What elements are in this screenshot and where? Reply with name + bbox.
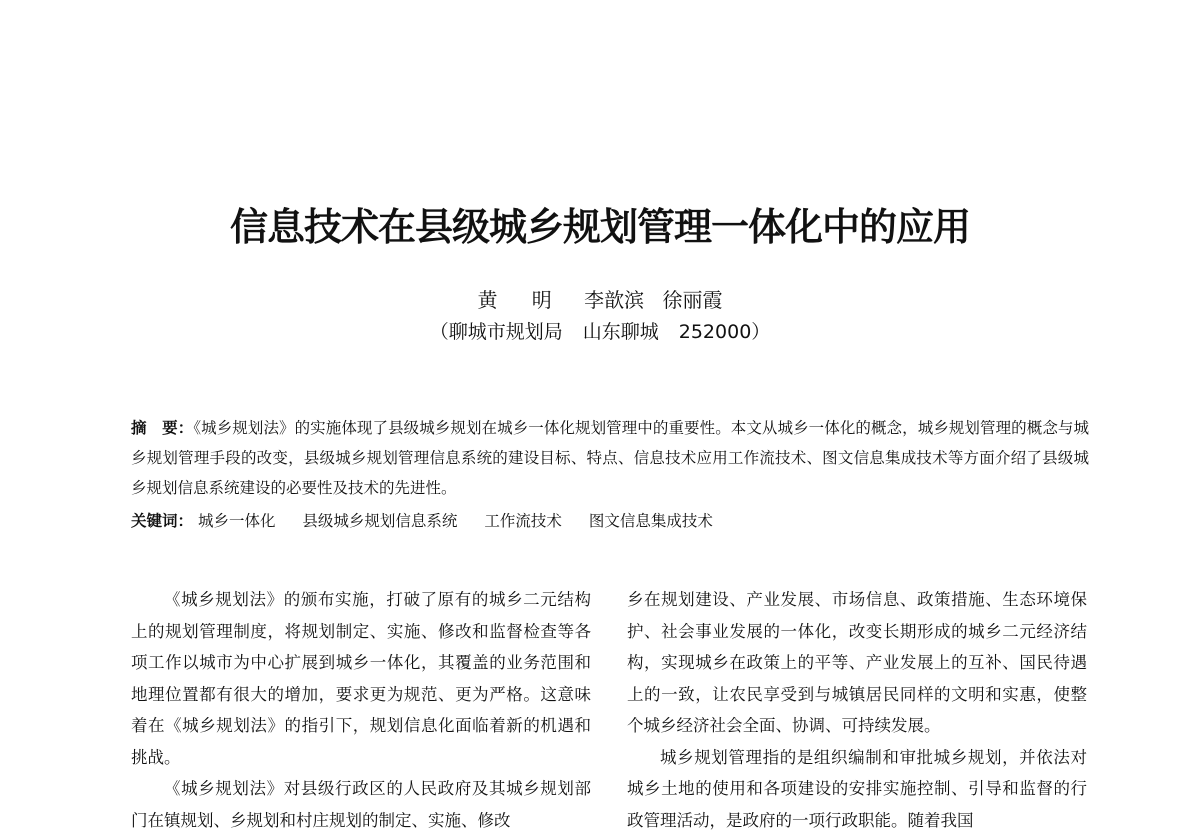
affiliation-paren-open: （ — [430, 321, 449, 343]
affiliation-paren-close: ） — [751, 321, 770, 343]
body-right-column — [627, 584, 1087, 836]
keywords — [131, 506, 1089, 536]
affiliation — [0, 318, 1200, 346]
paper-title: 信息技术在县级城乡规划管理一体化中的应用 — [0, 202, 1200, 252]
author-name: 李歆滨 — [584, 288, 644, 312]
body-paragraph: 乡在规划建设、产业发展、市场信息、政策措施、生态环境保护、社会事业发展的一体化，改变长期形成的城乡二元经济结构，实现城乡在政策上的平等、产业发展上的互补、国民待遇上的一致，让农民享受到与城镇居民同样的文明和实惠，使整个城乡经济社会全面、协调、可持续发展。 — [627, 584, 1087, 742]
keyword: 县级城乡规划信息系统 — [302, 512, 457, 530]
affiliation-org: 聊城市规划局 — [449, 321, 563, 343]
author-name: 徐丽霞 — [663, 288, 723, 312]
author-name: 黄 明 — [477, 288, 565, 312]
abstract-text: 《城乡规划法》的实施体现了县级城乡规划在城乡一体化规划管理中的重要性。本文从城乡一体化的概念，城乡规划管理的概念与城乡规划管理手段的改变，县级城乡规划管理信息系统的建设目标、特点、信息技术应用工作流技术、图文信息集成技术等方面介绍了县级城乡规划信息系统建设的必要性及技术的先进性。 — [131, 419, 1089, 497]
affiliation-place: 山东聊城 — [583, 321, 659, 343]
body-paragraph: 《城乡规划法》的颁布实施，打破了原有的城乡二元结构上的规划管理制度，将规划制定、实施、修改和监督检查等各项工作以城市为中心扩展到城乡一体化，其覆盖的业务范围和地理位置都有很大的增加，要求更为规范、更为严格。这意味着在《城乡规划法》的指引下，规划信息化面临着新的机遇和挑战。 — [131, 584, 591, 773]
author-list — [0, 286, 1200, 314]
keyword: 工作流技术 — [484, 512, 562, 530]
affiliation-postcode: 252000 — [679, 321, 752, 343]
keywords-label: 关键词： — [131, 512, 193, 530]
abstract-label: 摘 要： — [131, 419, 193, 437]
abstract — [131, 413, 1089, 503]
keyword: 城乡一体化 — [198, 512, 276, 530]
body-paragraph: 《城乡规划法》对县级行政区的人民政府及其城乡规划部门在镇规划、乡规划和村庄规划的制定、实施、修改 — [131, 773, 591, 836]
keyword: 图文信息集成技术 — [589, 512, 713, 530]
body-paragraph: 城乡规划管理指的是组织编制和审批城乡规划，并依法对城乡土地的使用和各项建设的安排实施控制、引导和监督的行政管理活动，是政府的一项行政职能。随着我国 — [627, 742, 1087, 836]
body-left-column — [131, 584, 591, 836]
